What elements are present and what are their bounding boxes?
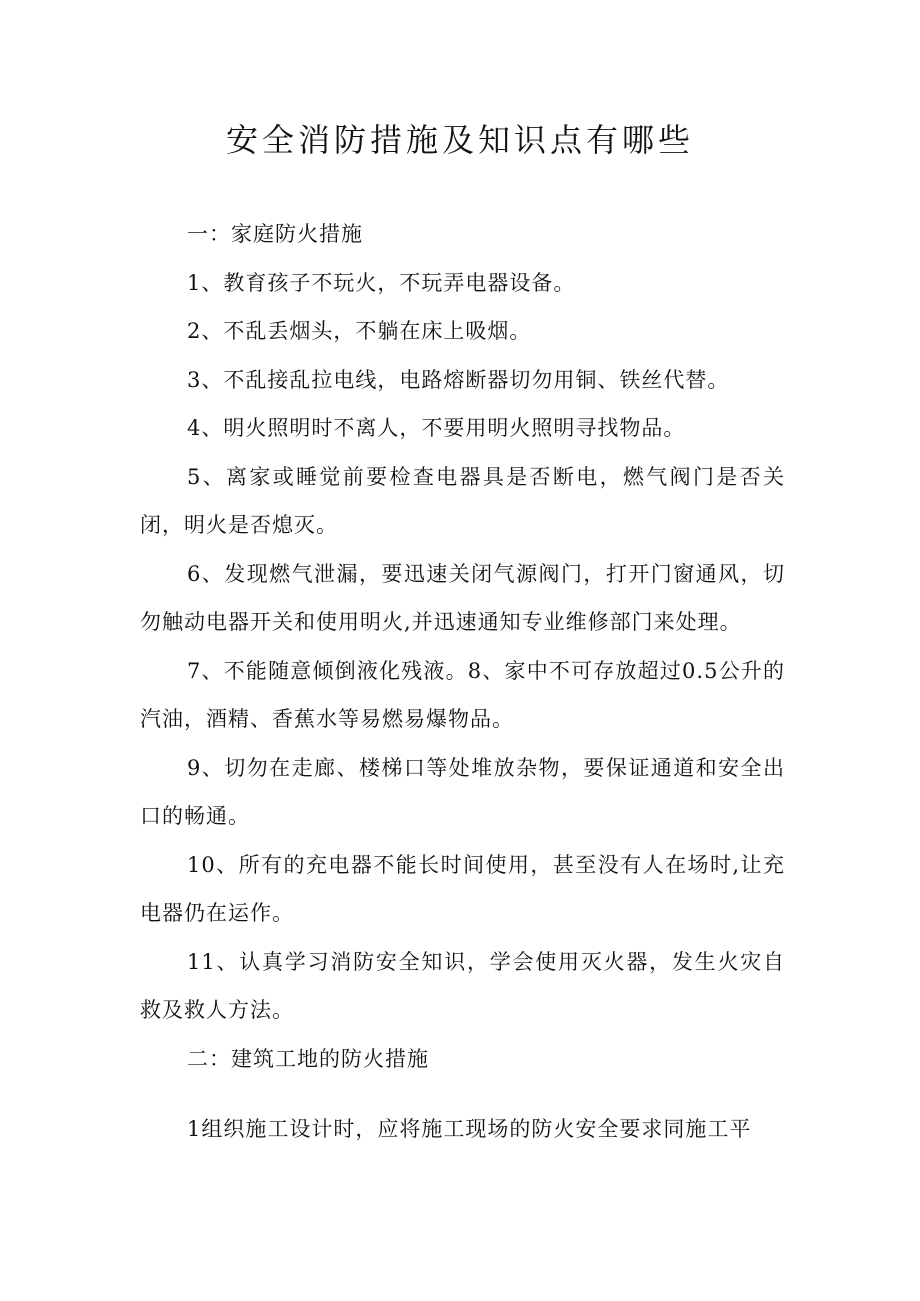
section-heading-construction: 二：建筑工地的防火措施 [187,1046,429,1071]
paragraph-item-5: 5、离家或睡觉前要检查电器具是否断电，燃气阀门是否关闭，明火是否熄灭。 [140,464,785,537]
paragraph-construction-1: 1组织施工设计时，应将施工现场的防火安全要求同施工平 [187,1117,752,1141]
paragraph-item-2: 2、不乱丢烟头，不躺在床上吸烟。 [187,319,532,343]
document-body [140,210,785,1154]
paragraph-item-9: 9、切勿在走廊、楼梯口等处堆放杂物，要保证通道和安全出口的畅通。 [140,755,785,828]
paragraph-item-11: 11、认真学习消防安全知识，学会使用灭火器，发生火灾自救及救人方法。 [140,949,785,1022]
paragraph-item-6: 6、发现燃气泄漏，要迅速关闭气源阀门，打开门窗通风，切勿触动电器开关和使用明火,并迅速通知专业维修部门来处理。 [140,561,785,634]
paragraph-item-7-8: 7、不能随意倾倒液化残液。8、家中不可存放超过0.5公升的汽油，酒精、香蕉水等易燃易爆物品。 [140,658,785,731]
paragraph-item-10: 10、所有的充电器不能长时间使用，甚至没有人在场时,让充电器仍在运作。 [140,852,785,925]
paragraph-item-4: 4、明火照明时不离人，不要用明火照明寻找物品。 [187,416,686,440]
paragraph-item-1: 1、教育孩子不玩火，不玩弄电器设备。 [187,270,576,295]
section-heading-home: 一：家庭防火措施 [187,222,363,246]
document-title: 安全消防措施及知识点有哪些 [225,121,694,159]
paragraph-item-3: 3、不乱接乱拉电线，电路熔断器切勿用铜、铁丝代替。 [187,367,730,392]
